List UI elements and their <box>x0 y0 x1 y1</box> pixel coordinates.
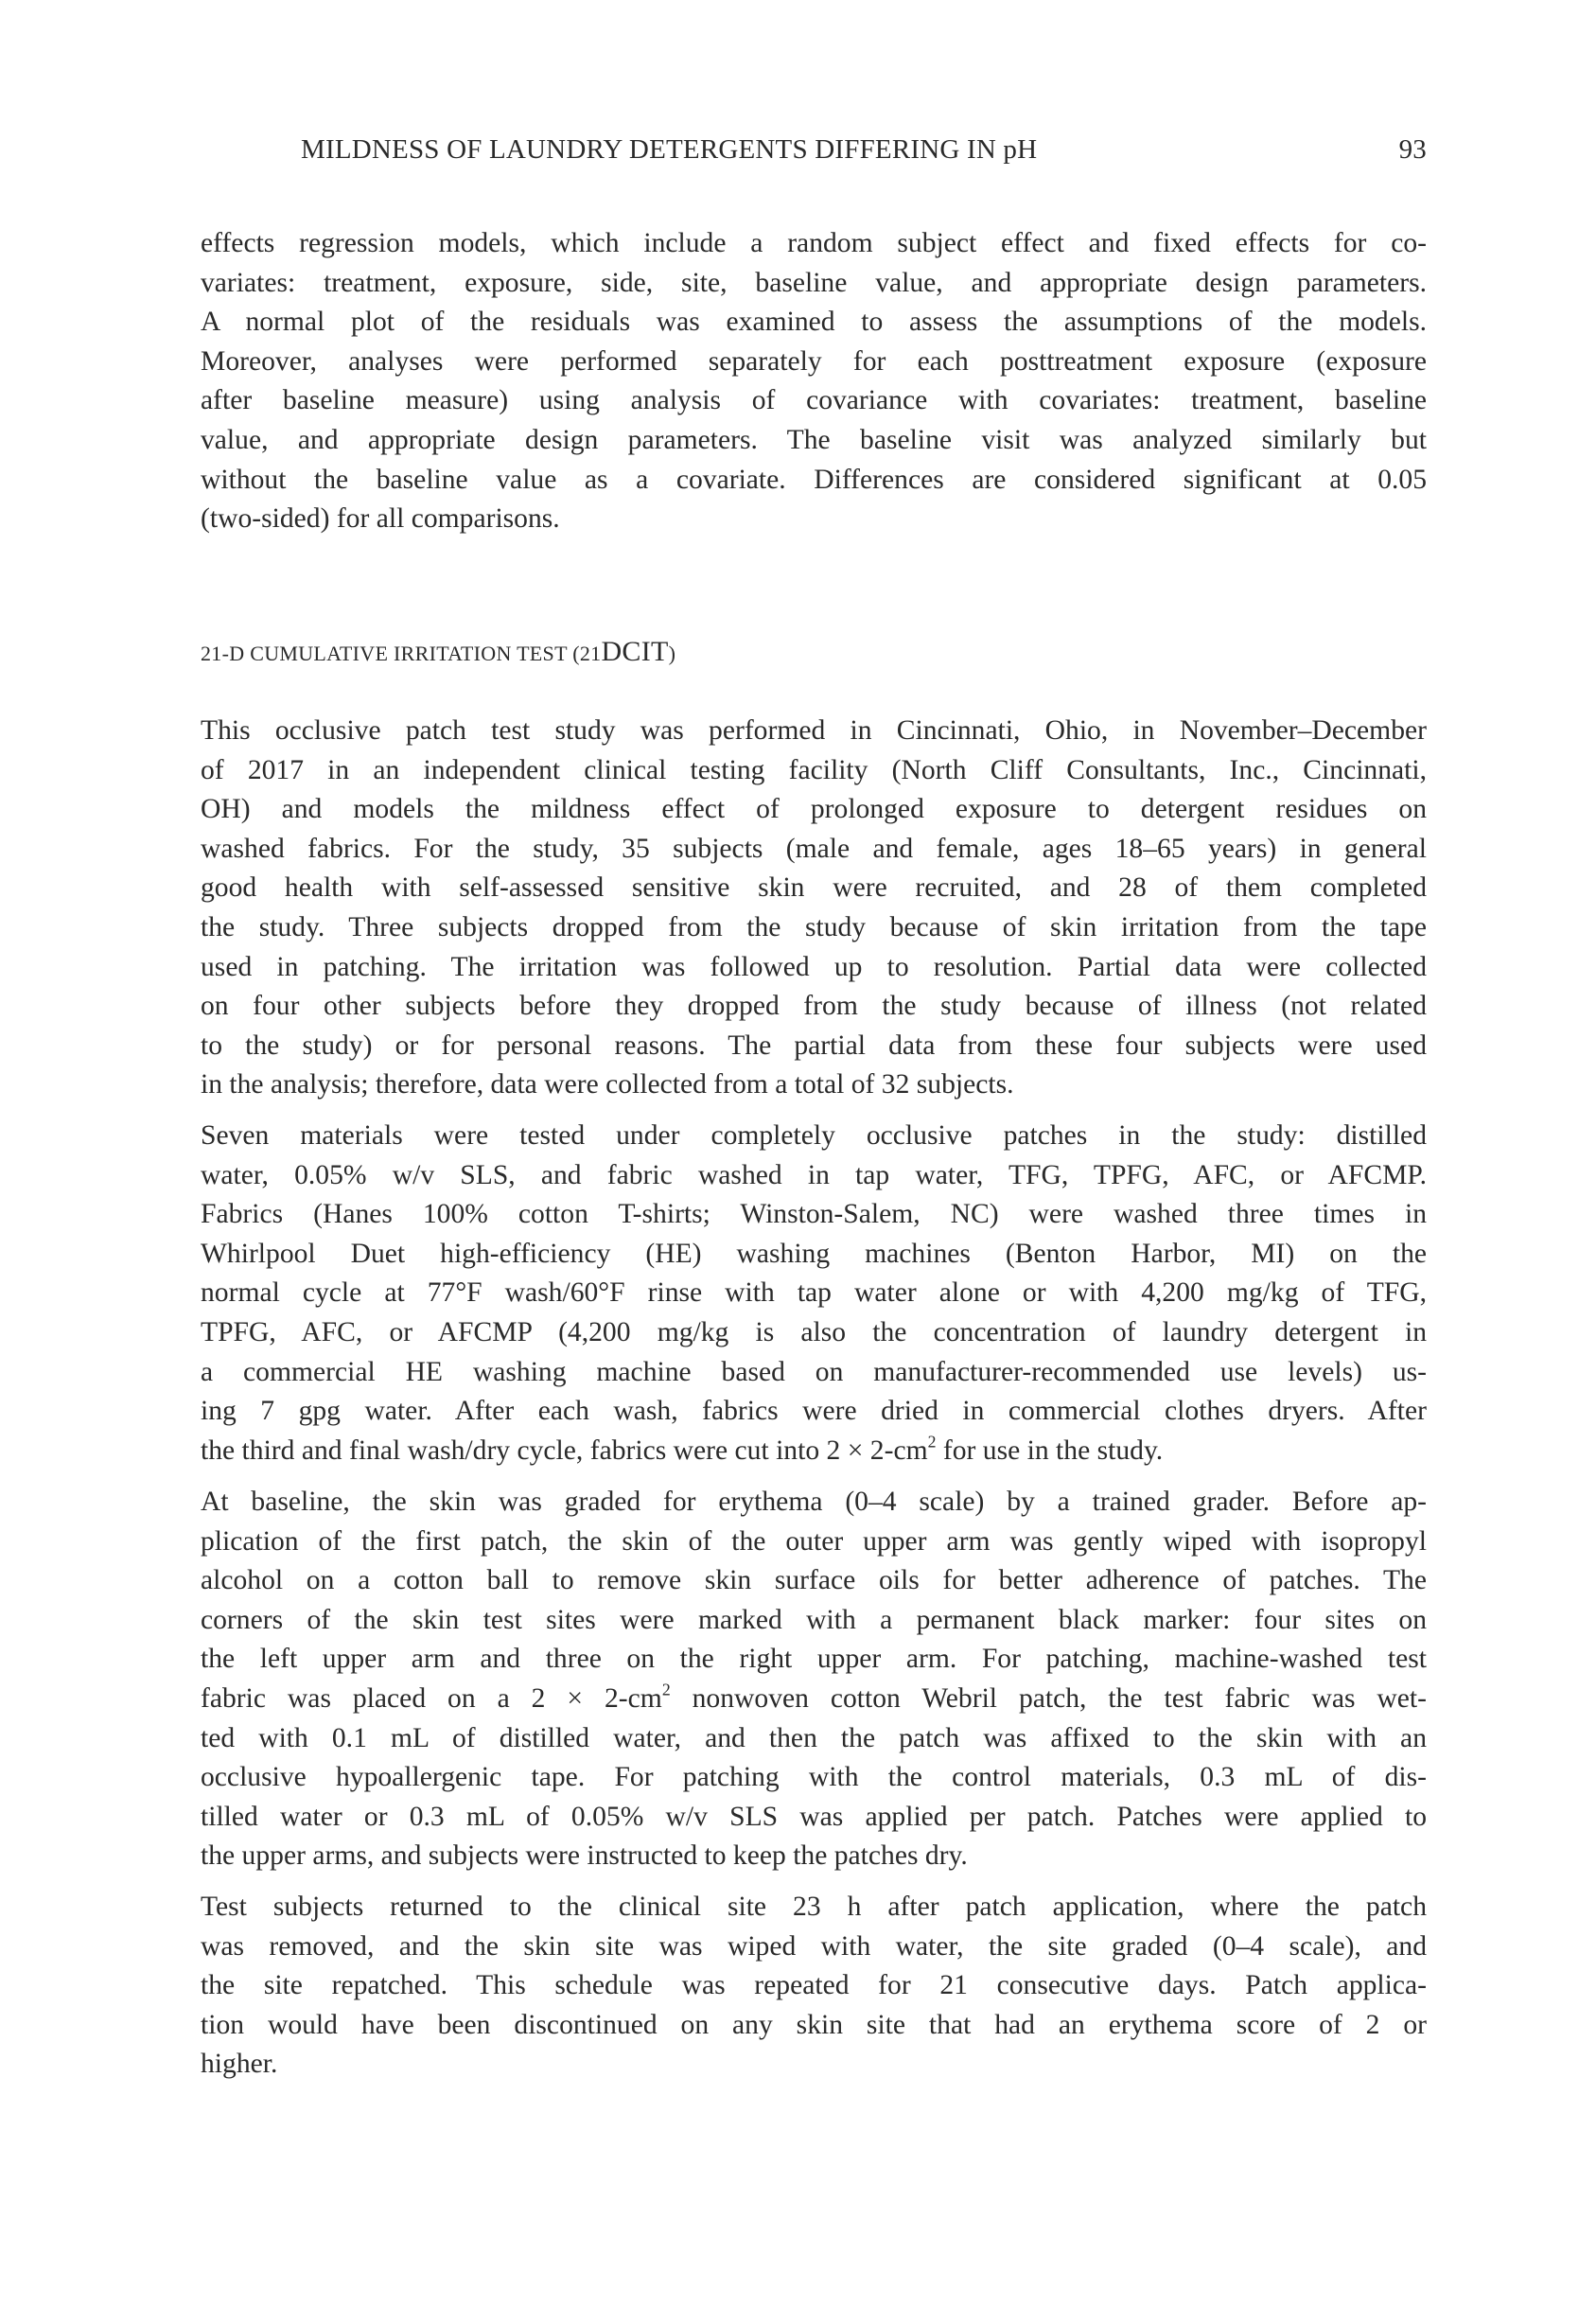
text-line: after baseline measure) using analysis of covariance with covariates: treatment, baseline <box>201 385 1427 416</box>
text-line: the site repatched. This schedule was repeated for 21 consecutive days. Patch applica- <box>201 1970 1427 2001</box>
text-line: used in patching. The irritation was followed up to resolution. Partial data were collected <box>201 951 1427 982</box>
section-heading-abbrev: DCIT <box>601 636 669 667</box>
text-line: normal cycle at 77°F wash/60°F rinse with tap water alone or with 4,200 mg/kg of TFG, <box>201 1277 1427 1309</box>
superscript: 2 <box>661 1680 671 1699</box>
section-heading-close: ) <box>668 642 676 665</box>
text-line: ted with 0.1 mL of distilled water, and then the patch was affixed to the skin with an <box>201 1722 1427 1753</box>
text-line: to the study) or for personal reasons. The partial data from these four subjects were used <box>201 1030 1427 1061</box>
paragraph-grading-schedule <box>201 1888 1427 2085</box>
text-line: the upper arms, and subjects were instructed to keep the patches dry. <box>201 1840 968 1872</box>
text-line: tion would have been discontinued on any skin site that had an erythema score of 2 or <box>201 2009 1427 2040</box>
paragraph-materials <box>201 1117 1427 1470</box>
text-line: (two-sided) for all comparisons. <box>201 503 560 535</box>
text-line: higher. <box>201 2049 278 2080</box>
text-line: Moreover, analyses were performed separately for each posttreatment exposure (exposure <box>201 345 1427 377</box>
text-line: variates: treatment, exposure, side, site, baseline value, and appropriate design parameters. <box>201 267 1427 298</box>
running-title: MILDNESS OF LAUNDRY DETERGENTS DIFFERING IN pH <box>301 134 1038 165</box>
text-line: a commercial HE washing machine based on manufacturer-recommended use levels) us- <box>201 1356 1427 1387</box>
text-fragment: the third and final wash/dry cycle, fabrics were cut into 2 × 2-cm <box>201 1435 928 1466</box>
running-head <box>201 131 1427 172</box>
text-line: was removed, and the skin site was wiped with water, the site graded (0–4 scale), and <box>201 1930 1427 1962</box>
text-line: without the baseline value as a covariate. Differences are considered significant at 0.05 <box>201 464 1427 495</box>
text-line: washed fabrics. For the study, 35 subjects (male and female, ages 18–65 years) in general <box>201 833 1427 864</box>
text-line <box>201 1680 1427 1719</box>
text-line: TPFG, AFC, or AFCMP (4,200 mg/kg is also the concentration of laundry detergent in <box>201 1316 1427 1347</box>
text-line: Fabrics (Hanes 100% cotton T-shirts; Winston-Salem, NC) were washed three times in <box>201 1199 1427 1230</box>
text-line: Whirlpool Duet high-efficiency (HE) washing machines (Benton Harbor, MI) on the <box>201 1238 1427 1269</box>
page-number: 93 <box>1398 134 1427 165</box>
text-line: A normal plot of the residuals was examined to assess the assumptions of the models. <box>201 307 1427 338</box>
text-line: in the analysis; therefore, data were collected from a total of 32 subjects. <box>201 1069 1014 1100</box>
text-line: Test subjects returned to the clinical site 23 h after patch application, where the patch <box>201 1892 1427 1922</box>
text-line: OH) and models the mildness effect of prolonged exposure to detergent residues on <box>201 794 1427 825</box>
text-line: water, 0.05% w/v SLS, and fabric washed in tap water, TFG, TPFG, AFC, or AFCMP. <box>201 1159 1427 1190</box>
text-fragment: for use in the study. <box>936 1435 1164 1466</box>
text-fragment: nonwoven cotton Webril patch, the test fabric was wet- <box>670 1682 1427 1714</box>
text-line: corners of the skin test sites were marked with a permanent black marker: four sites on <box>201 1604 1427 1635</box>
text-line: tilled water or 0.3 mL of 0.05% w/v SLS was applied per patch. Patches were applied to <box>201 1801 1427 1832</box>
text-line: plication of the first patch, the skin of the outer upper arm was gently wiped with isopropyl <box>201 1525 1427 1557</box>
text-line: At baseline, the skin was graded for erythema (0–4 scale) by a trained grader. Before ap- <box>201 1487 1427 1517</box>
text-line: on four other subjects before they dropped from the study because of illness (not related <box>201 991 1427 1022</box>
section-heading-text: 21-D CUMULATIVE IRRITATION TEST (21 <box>201 642 602 665</box>
text-line <box>201 1432 1427 1471</box>
text-line: This occlusive patch test study was performed in Cincinnati, Ohio, in November–December <box>201 715 1427 746</box>
paragraph-study-overview <box>201 712 1427 1105</box>
text-line: occlusive hypoallergenic tape. For patching with the control materials, 0.3 mL of dis- <box>201 1762 1427 1793</box>
paragraph-patching-procedure <box>201 1483 1427 1876</box>
text-line: value, and appropriate design parameters. The baseline visit was analyzed similarly but <box>201 424 1427 455</box>
text-line: ing 7 gpg water. After each wash, fabrics were dried in commercial clothes dryers. After <box>201 1396 1427 1427</box>
text-line: Seven materials were tested under completely occlusive patches in the study: distilled <box>201 1120 1427 1151</box>
section-heading <box>201 636 675 670</box>
text-line: good health with self-assessed sensitive skin were recruited, and 28 of them completed <box>201 872 1427 904</box>
text-line: the study. Three subjects dropped from the study because of skin irritation from the tape <box>201 911 1427 942</box>
paragraph-statistical-analysis <box>201 224 1427 539</box>
superscript: 2 <box>927 1432 937 1452</box>
text-line: of 2017 in an independent clinical testing facility (North Cliff Consultants, Inc., Cincinnati, <box>201 754 1427 785</box>
text-fragment: fabric was placed on a 2 × 2-cm <box>201 1682 662 1714</box>
text-line: effects regression models, which include a random subject effect and fixed effects for co- <box>201 228 1427 258</box>
text-line: the left upper arm and three on the right upper arm. For patching, machine-washed test <box>201 1644 1427 1675</box>
text-line: alcohol on a cotton ball to remove skin surface oils for better adherence of patches. The <box>201 1565 1427 1596</box>
